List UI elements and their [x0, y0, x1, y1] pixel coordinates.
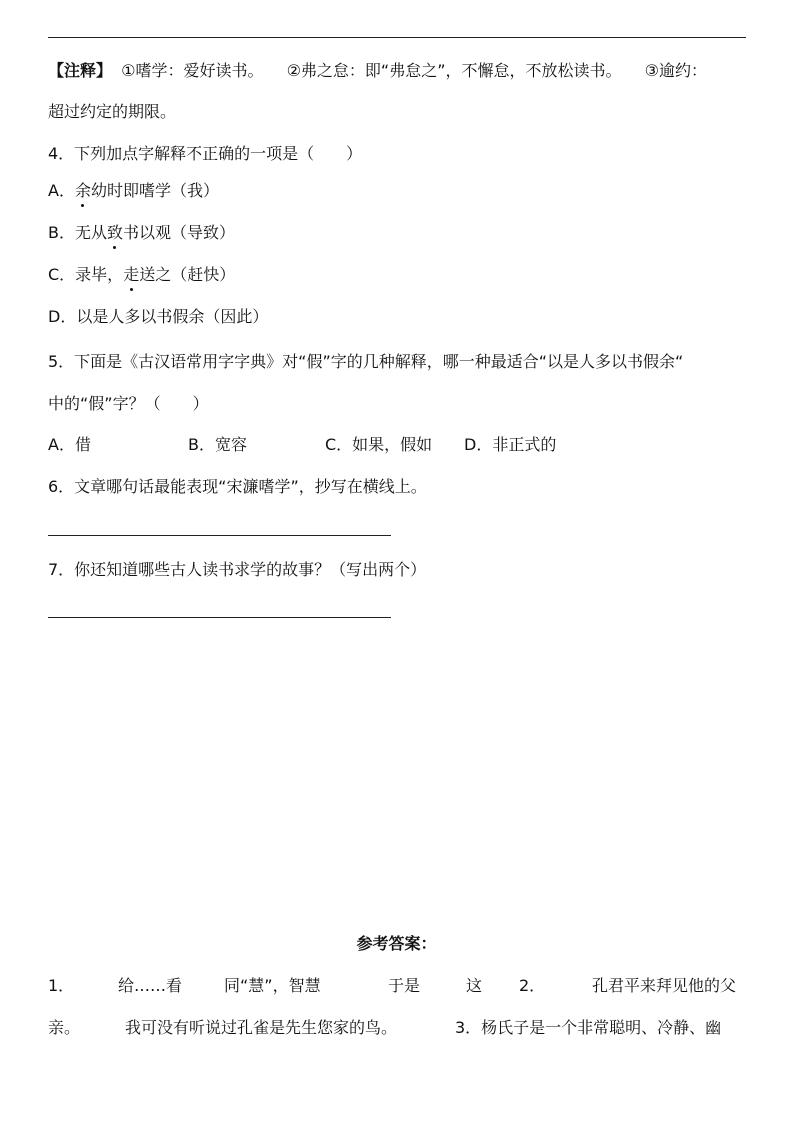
q4-a-text: 幼时即嗜学（我） [90, 181, 219, 200]
answer-1-c: 于是 [388, 976, 421, 995]
note-1: ①嗜学：爱好读书。 [121, 61, 264, 80]
note-2: ②弗之怠：即“弗怠之”，不懈怠，不放松读书。 [286, 61, 622, 80]
answers-title: 参考答案： [356, 934, 437, 953]
answer-1-b: 同“慧”，智慧 [224, 976, 321, 995]
q4-d-prefix: D． [48, 307, 77, 326]
answer-2-text-2: 我可没有听说过孔雀是先生您家的鸟。 [125, 1018, 398, 1037]
q5-option-a: A．借 [48, 435, 91, 454]
top-rule [48, 37, 746, 38]
q4-c-prefix: C．录毕， [48, 265, 124, 284]
q4-option-b [48, 222, 235, 244]
q4-d-text: 人多以书假余（因此） [108, 307, 269, 326]
q4-a-dotted: 余 [74, 181, 91, 200]
q4-a-prefix: A． [48, 181, 75, 200]
q4-option-c [48, 264, 235, 286]
answer-3-text: 3．杨氏子是一个非常聪明、冷静、幽 [455, 1018, 722, 1037]
answer-1-d: 这 [466, 976, 483, 995]
q5-option-b: B．宽容 [188, 435, 247, 454]
q5-option-c: C．如果，假如 [325, 435, 433, 454]
q7-stem: 7．你还知道哪些古人读书求学的故事？（写出两个） [48, 560, 427, 579]
q4-c-text: 送之（赶快） [139, 265, 236, 284]
q5-stem-line1: 5．下面是《古汉语常用字字典》对“假”字的几种解释，哪一种最适合“以是人多以书假余“ [48, 352, 684, 371]
q4-c-dotted: 走 [123, 265, 140, 284]
q6-stem: 6．文章哪句话最能表现“宋濂嗜学”，抄写在横线上。 [48, 477, 427, 496]
notes-line [48, 60, 707, 82]
q6-answer-line [48, 535, 391, 536]
answer-2-cont: 亲。 [48, 1018, 81, 1037]
q4-b-text: 书以观（导致） [123, 223, 236, 242]
q4-b-prefix: B．无从 [48, 223, 107, 242]
answer-2-text: 孔君平来拜见他的父 [592, 976, 737, 995]
notes-label: 【注释】 [48, 61, 113, 80]
answer-1-num: 1． [48, 976, 75, 995]
note-3: ③逾约： [644, 61, 707, 80]
q4-b-dotted: 致 [106, 223, 123, 242]
q4-option-d [48, 306, 268, 328]
q5-option-d: D．非正式的 [464, 435, 557, 454]
q4-stem: 4．下列加点字解释不正确的一项是（ ） [48, 144, 363, 163]
q7-answer-line [48, 617, 391, 618]
answer-2-num: 2． [519, 976, 546, 995]
answer-1-a: 给……看 [118, 976, 183, 995]
q5-stem-line2: 中的“假”字？（ ） [48, 394, 209, 413]
q4-option-a [48, 180, 219, 202]
notes-continuation: 超过约定的期限。 [48, 102, 177, 121]
q4-d-emph: 以是 [76, 307, 109, 326]
